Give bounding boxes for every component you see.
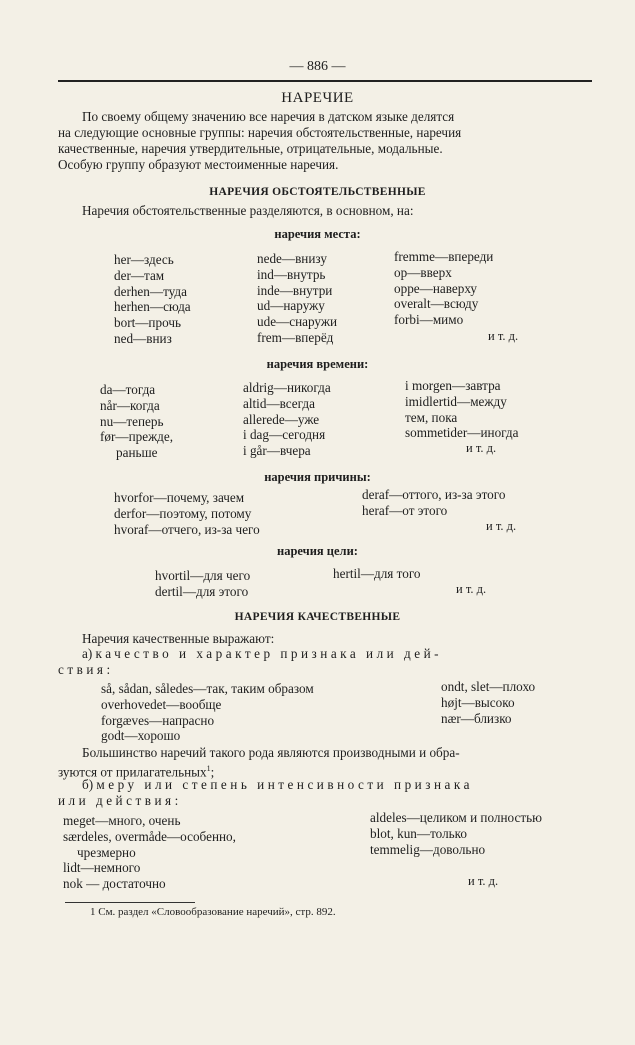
entry: aldrig—никогда <box>243 380 331 395</box>
entry: højt—высоко <box>441 694 515 710</box>
entry: ondt, slet—плохо <box>441 679 536 694</box>
note-line: зуются от прилагательных <box>58 764 207 780</box>
entry: i morgen—завтра <box>405 378 501 393</box>
time-column-2 <box>243 380 331 459</box>
entry: derhen—туда <box>114 283 187 299</box>
entry: der—там <box>114 267 165 283</box>
place-column-3 <box>394 249 493 328</box>
entry: op—вверх <box>394 264 452 280</box>
page-number: — 886 — <box>289 59 346 74</box>
purpose-column-1 <box>155 568 250 600</box>
entry: herhen—сюда <box>114 299 191 315</box>
entry: aldeles—целиком и полностью <box>370 810 542 825</box>
entry: derfor—поэтому, потому <box>114 505 252 521</box>
quality-column-2 <box>441 679 535 726</box>
time-column-1 <box>100 382 173 461</box>
entry: nu—теперь <box>100 413 164 429</box>
point-b-continuation: или действия: <box>58 793 182 808</box>
entry: deraf—оттого, из-за этого <box>362 487 506 502</box>
entry: blot, kun—только <box>370 825 468 841</box>
derivation-note <box>58 745 592 780</box>
entry: lidt—немного <box>63 860 141 876</box>
intro-line: на следующие основные группы: наречия обстоятельственные, наречия <box>58 125 462 140</box>
entry: så, sådan, således—так, таким образом <box>101 681 314 696</box>
subheading-purpose: наречия цели: <box>277 544 358 558</box>
entry: overalt—всюду <box>394 296 479 312</box>
entry: dertil—для этого <box>155 583 249 599</box>
entry: imidlertid—между <box>405 393 507 409</box>
entry: inde—внутри <box>257 282 333 298</box>
section-intro-adverbial: Наречия обстоятельственные разделяются, в основном, на: <box>82 203 414 218</box>
footnote: 1 См. раздел «Словообразование наречий», стр. 892. <box>90 906 336 918</box>
etc-label: и т. д. <box>466 441 497 455</box>
place-column-2 <box>257 251 337 346</box>
entry: oppe—наверху <box>394 280 478 296</box>
subheading-cause: наречия причины: <box>264 470 371 484</box>
etc-label: и т. д. <box>486 519 517 533</box>
entry: ind—внутрь <box>257 266 326 282</box>
entry: тем, пока <box>405 409 458 425</box>
entry: hvorfor—почему, зачем <box>114 490 245 505</box>
degree-column-2 <box>370 810 542 857</box>
subheading-place: наречия места: <box>274 227 361 241</box>
section-heading-qualitative: НАРЕЧИЯ КАЧЕСТВЕННЫЕ <box>234 611 401 623</box>
entry: раньше <box>116 445 158 461</box>
place-column-1 <box>114 252 191 347</box>
entry: nok — достаточно <box>63 876 166 892</box>
intro-paragraph <box>58 109 592 173</box>
entry: når—когда <box>100 397 160 413</box>
cause-column-1 <box>114 490 260 537</box>
page-title: НАРЕЧИЕ <box>281 90 354 106</box>
intro-line: Особую группу образуют местоименные наречия. <box>58 157 339 172</box>
entry: ude—снаружи <box>257 314 338 330</box>
point-b <box>82 777 592 793</box>
entry: frem—вперёд <box>257 329 334 345</box>
entry: i går—вчера <box>243 443 311 459</box>
entry: ned—вниз <box>114 330 172 346</box>
entry: bort—прочь <box>114 315 181 331</box>
point-a-continuation: ствия: <box>58 662 114 677</box>
intro-line: качественные, наречия утвердительные, отрицательные, модальные. <box>58 141 443 156</box>
point-b-text: меру или степень интенсивности признака <box>96 777 473 792</box>
entry: nede—внизу <box>257 251 327 266</box>
footnote-marker[interactable]: 1 <box>206 764 211 773</box>
purpose-column-2 <box>333 566 421 582</box>
entry: godt—хорошо <box>101 728 181 744</box>
entry: forbi—мимо <box>394 312 464 328</box>
degree-column-1 <box>63 813 236 892</box>
point-a-text: качество и характер признака или дей- <box>95 646 443 661</box>
footnote-rule <box>65 902 195 903</box>
entry: altid—всегда <box>243 395 315 411</box>
section-intro-qualitative: Наречия качественные выражают: <box>82 631 275 646</box>
point-b-label: б) <box>82 777 94 792</box>
entry: da—тогда <box>100 382 156 397</box>
note-tail: ; <box>210 764 215 780</box>
section-heading-adverbial: НАРЕЧИЯ ОБСТОЯТЕЛЬСТВЕННЫЕ <box>209 186 426 198</box>
time-column-3 <box>405 378 518 441</box>
entry: hvortil—для чего <box>155 568 251 583</box>
entry: чрезмерно <box>77 844 136 860</box>
entry: før—прежде, <box>100 429 174 445</box>
entry: temmelig—довольно <box>370 841 486 857</box>
entry: heraf—от этого <box>362 502 448 518</box>
entry: i dag—сегодня <box>243 427 326 443</box>
point-a-label: а) <box>82 646 93 661</box>
cause-column-2 <box>362 487 505 519</box>
etc-label: и т. д. <box>456 582 487 596</box>
entry: sommetider—иногда <box>405 425 519 441</box>
subheading-time: наречия времени: <box>266 357 369 371</box>
etc-label: и т. д. <box>488 329 519 343</box>
entry: hertil—для того <box>333 566 421 581</box>
entry: overhovedet—вообще <box>101 696 222 712</box>
entry: allerede—уже <box>243 411 320 427</box>
quality-column-1 <box>101 681 314 744</box>
intro-line: По своему общему значению все наречия в датском языке делятся <box>82 109 455 124</box>
entry: meget—много, очень <box>63 813 181 828</box>
etc-label: и т. д. <box>468 874 499 888</box>
entry: hvoraf—отчего, из-за чего <box>114 521 260 537</box>
note-line: Большинство наречий такого рода являются производными и обра- <box>82 745 460 760</box>
entry: her—здесь <box>114 252 174 267</box>
header-rule <box>58 80 592 82</box>
entry: nær—близко <box>441 710 512 726</box>
point-a <box>82 646 592 662</box>
entry: fremme—впереди <box>394 249 494 264</box>
entry: forgæves—напрасно <box>101 712 215 728</box>
entry: ud—наружу <box>257 298 325 314</box>
entry: særdeles, overmåde—особенно, <box>63 828 236 844</box>
